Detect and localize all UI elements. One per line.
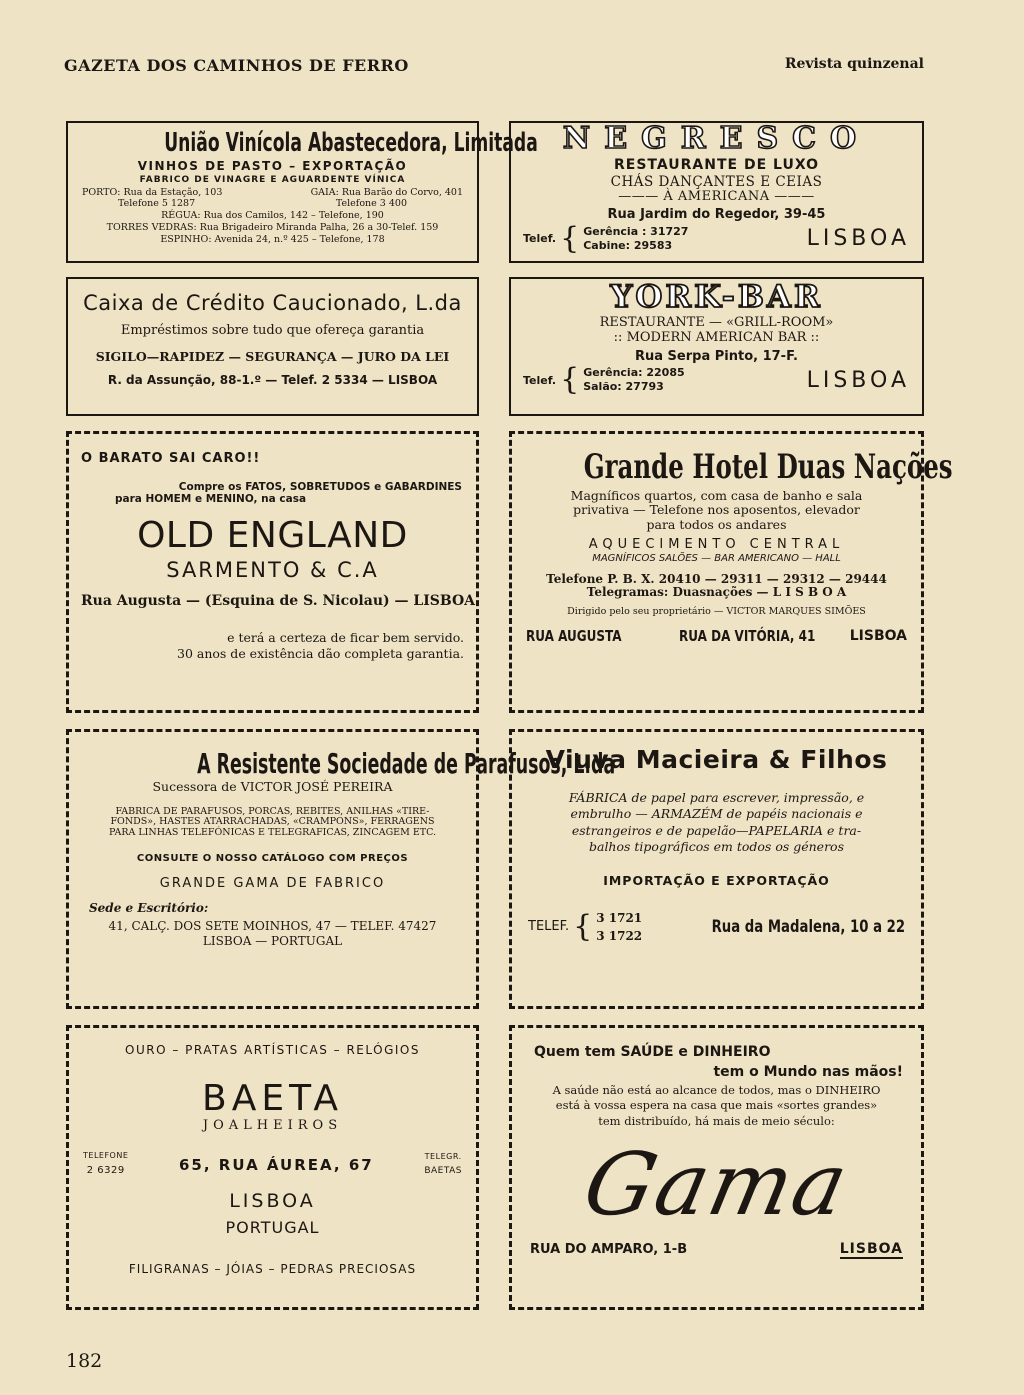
resistente-line3: FONDS», HASTES ATARRACHADAS, «CRAMPONS», FERRAGENS [110, 816, 435, 828]
hotel-line4: AQUECIMENTO CENTRAL [588, 537, 845, 553]
viuva-name: Viuva Macieira & Filhos [545, 745, 888, 774]
viuva-line2: embrulho — ARMAZÉM de papéis nacionais e [570, 806, 863, 822]
hotel-line2: privativa — Telefone nos aposentos, elevador [573, 502, 860, 518]
oe-line3: e terá a certeza de ficar bem servido. [227, 629, 464, 645]
negresco-line2: CHÁS DANÇANTES E CEIAS [610, 173, 823, 190]
gama-line2: tem o Mundo nas mãos! [713, 1064, 903, 1081]
ad-baeta [66, 1025, 479, 1310]
viuva-telef: TELEF. [528, 919, 570, 935]
journal-subtitle: Revista quinzenal [784, 56, 924, 72]
ad-york-bar [509, 277, 924, 416]
caixa-line1: Empréstimos sobre tudo que ofereça garantia [120, 323, 425, 339]
uniao-torres: TORRES VEDRAS: Rua Brigadeiro Miranda Palha, 26 a 30-Telef. 159 [106, 221, 439, 233]
resistente-line6: GRANDE GAMA DE FABRICO [159, 875, 386, 891]
oe-firm: SARMENTO & C.A [166, 558, 379, 583]
ad-old-england [66, 431, 479, 713]
negresco-line1: RESTAURANTE DE LUXO [613, 156, 820, 173]
gama-address: RUA DO AMPARO, 1-B [530, 1242, 688, 1258]
resistente-line8: 41, CALÇ. DOS SETE MOINHOS, 47 — TELEF. 47427 [108, 918, 437, 933]
page-number: 182 [66, 1350, 103, 1372]
hotel-owner: Dirigido pelo seu proprietário — VICTOR MARQUES SIMÕES [567, 606, 866, 618]
hotel-phone: Telefone P. B. X. 20410 — 29311 — 29312 — 29444 [546, 571, 887, 586]
negresco-city: LISBOA [806, 226, 910, 252]
viuva-tel2: 3 1722 [596, 928, 643, 943]
uniao-porto-tel: Telefone 5 1287 [118, 197, 196, 209]
baeta-city: LISBOA [229, 1189, 316, 1212]
oe-name: OLD ENGLAND [137, 515, 408, 557]
viuva-line5: IMPORTAÇÃO E EXPORTAÇÃO [603, 873, 830, 889]
hotel-city: LISBOA [849, 628, 907, 645]
resistente-line4: PARA LINHAS TELEFÓNICAS E TELEGRAFICAS, ZINCAGEM ETC. [108, 827, 437, 839]
resistente-line5: CONSULTE O NOSSO CATÁLOGO COM PREÇOS [136, 853, 409, 865]
york-line2: :: MODERN AMERICAN BAR :: [613, 329, 820, 345]
oe-address: Rua Augusta — (Esquina de S. Nicolau) — LISBOA [81, 592, 476, 609]
york-city: LISBOA [806, 367, 910, 393]
hotel-line5: MAGNÍFICOS SALÕES — BAR AMERICANO — HALL [592, 553, 841, 565]
uniao-regua: RÉGUA: Rua dos Camilos, 142 – Telefone, 190 [161, 209, 384, 221]
resistente-line2: FABRICA DE PARAFUSOS, PORCAS, REBITES, ANILHAS «TIRE- [115, 805, 430, 817]
uniao-line2: FABRICO DE VINAGRE E AGUARDENTE VÍNICA [139, 174, 406, 185]
gama-city: LISBOA [839, 1240, 903, 1257]
negresco-name: NEGRESCO [562, 121, 871, 156]
baeta-country: PORTUGAL [225, 1217, 320, 1237]
uniao-gaia-tel: Telefone 3 400 [335, 197, 407, 209]
baeta-tel-label: TELEFONE [83, 1151, 129, 1161]
baeta-sub: JOALHEIROS [202, 1118, 343, 1134]
brace-icon: { [560, 220, 580, 256]
viuva-address: Rua da Madalena, 10 a 22 [711, 916, 905, 937]
viuva-line1: FÁBRICA de papel para escrever, impressão, e [568, 789, 865, 805]
hotel-addr2: RUA DA VITÓRIA, 41 [679, 627, 816, 646]
oe-line2: para HOMEM e MENINO, na casa [115, 493, 307, 505]
hotel-addr1: RUA AUGUSTA [526, 627, 622, 646]
baeta-name: BAETA [202, 1077, 343, 1119]
ad-uniao-vinicola [66, 121, 538, 263]
hotel-line1: Magníficos quartos, com casa de banho e sala [570, 488, 863, 504]
gama-line1: Quem tem SAÚDE e DINHEIRO [534, 1044, 771, 1060]
uniao-espinho: ESPINHO: Avenida 24, n.º 425 – Telefone, 178 [160, 233, 385, 245]
caixa-line3: R. da Assunção, 88-1.º — Telef. 2 5334 — LISBOA [107, 373, 438, 388]
negresco-line3: ——— À AMERICANA ——— [618, 189, 815, 205]
uniao-line1: VINHOS DE PASTO – EXPORTAÇÃO [137, 158, 408, 173]
viuva-line3: estrangeiros e de papelão—PAPELARIA e tra- [571, 822, 862, 838]
viuva-tel1: 3 1721 [596, 910, 643, 925]
gama-line4: está à vossa espera na casa que mais «sortes grandes» [555, 1098, 878, 1113]
york-line1: RESTAURANTE — «GRILL-ROOM» [599, 314, 834, 330]
gama-logo: Gama [575, 1134, 858, 1235]
oe-line4: 30 anos de existência dão completa garantia. [177, 646, 464, 662]
baeta-telegr: BAETAS [424, 1165, 462, 1176]
negresco-telef: Telef. [523, 232, 557, 246]
journal-title: GAZETA DOS CAMINHOS DE FERRO [64, 56, 409, 75]
york-name: YORK-BAR [610, 279, 823, 315]
baeta-tel-num: 2 6329 [86, 1164, 125, 1176]
brace-icon: { [573, 908, 593, 944]
uniao-name: União Vinícola Abastecedora, Limitada [164, 128, 538, 158]
resistente-line7: Sede e Escritório: [89, 900, 209, 915]
baeta-top: OURO – PRATAS ARTÍSTICAS – RELÓGIOS [125, 1043, 420, 1057]
york-telef: Telef. [523, 373, 557, 387]
resistente-name: A Resistente Sociedade de Parafusos, L.da [197, 747, 616, 780]
uniao-porto: PORTO: Rua da Estação, 103 [82, 187, 223, 199]
baeta-bottom: FILIGRANAS – JÓIAS – PEDRAS PRECIOSAS [128, 1262, 417, 1277]
york-gerencia: Gerência: 22085 [583, 366, 685, 380]
gama-line5: tem distribuído, há mais de meio século: [598, 1113, 835, 1128]
hotel-telegramas: Telegramas: Duasnações — L I S B O A [586, 585, 847, 600]
ad-gama [509, 1025, 924, 1310]
viuva-line4: balhos tipográficos em todos os géneros [588, 838, 844, 854]
ad-grande-hotel [509, 431, 953, 713]
negresco-address: Rua Jardim do Regedor, 39-45 [607, 207, 826, 223]
caixa-name: Caixa de Crédito Caucionado, L.da [83, 291, 462, 315]
brace-icon: { [560, 362, 580, 398]
negresco-cabine: Cabine: 29583 [583, 238, 673, 252]
ad-viuva-macieira [509, 729, 924, 1009]
baeta-address: 65, RUA ÁUREA, 67 [179, 1155, 374, 1174]
resistente-line9: LISBOA — PORTUGAL [202, 934, 343, 949]
oe-line1: Compre os FATOS, SOBRETUDOS e GABARDINES [178, 480, 462, 493]
baeta-telegr-label: TELEGR. [424, 1151, 462, 1161]
oe-slogan: O BARATO SAI CARO!! [81, 451, 261, 466]
ad-negresco [509, 121, 924, 263]
york-salao: Salão: 27793 [583, 380, 664, 394]
caixa-line2: SIGILO—RAPIDEZ — SEGURANÇA — JURO DA LEI [95, 349, 450, 365]
resistente-line1: Sucessora de VICTOR JOSÉ PEREIRA [152, 779, 393, 795]
hotel-name: Grande Hotel Duas Nações [583, 447, 953, 487]
hotel-line3: para todos os andares [646, 516, 787, 532]
ad-caixa-credito [66, 277, 479, 416]
ad-resistente [66, 729, 616, 1009]
negresco-gerencia: Gerência : 31727 [583, 224, 689, 238]
gama-line3: A saúde não está ao alcance de todos, mas o DINHEIRO [552, 1083, 881, 1098]
york-address: Rua Serpa Pinto, 17-F. [634, 348, 798, 364]
uniao-gaia: GAIA: Rua Barão do Corvo, 401 [310, 187, 463, 199]
